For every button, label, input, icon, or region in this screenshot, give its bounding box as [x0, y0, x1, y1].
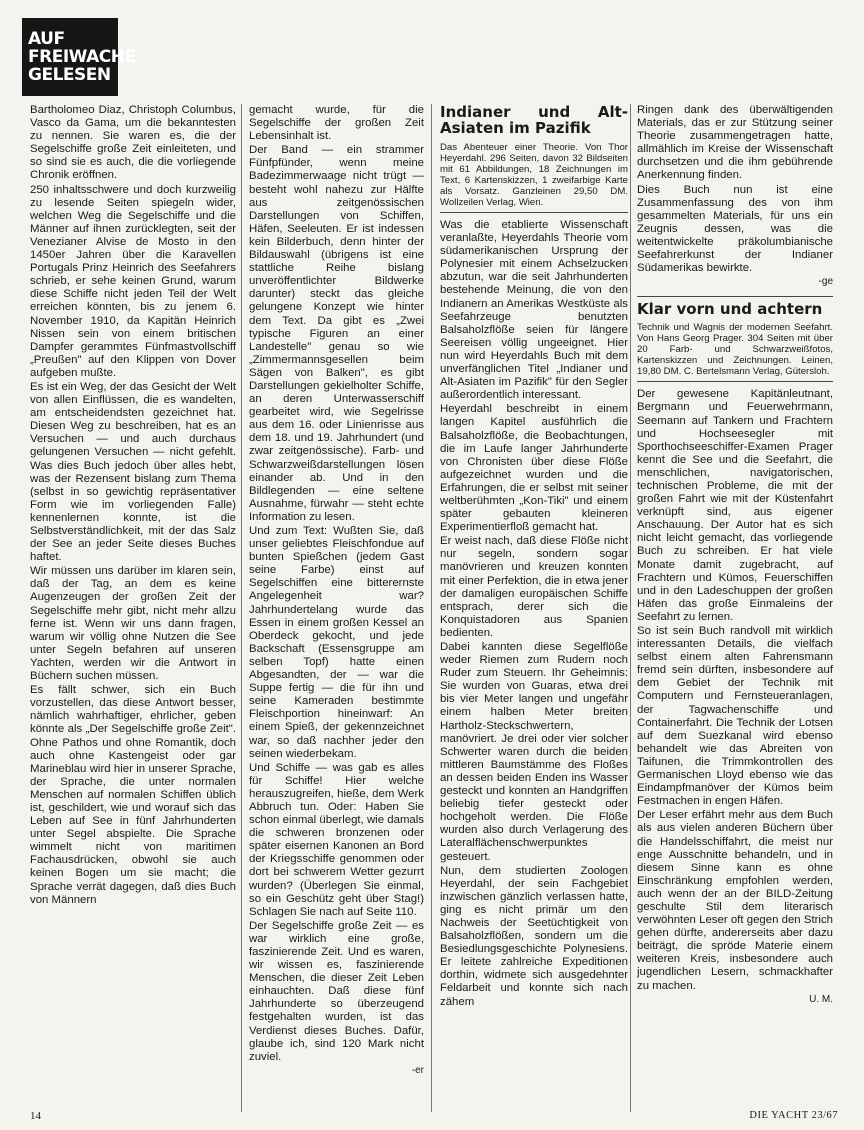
author-signature: U. M. — [809, 993, 833, 1005]
badge-line-2: FREIWACHE — [28, 47, 136, 67]
magazine-issue: DIE YACHT 23/67 — [749, 1110, 838, 1121]
paragraph: Ringen dank des überwältigenden Materials, das er zur Stützung seiner Theorie zusammengetragen hatte, allmählich im Kreise der Wissenschaft durchsetzen und die ihm gebührende Anerkennung finden. — [637, 104, 833, 182]
review-heading: Klar vorn und achtern — [637, 296, 833, 318]
page-number: 14 — [30, 1110, 41, 1122]
paragraph: 250 inhaltsschwere und doch kurzweilig zu lesende Seiten spiegeln wider, welchen Weg die Segelschiffe und die Männer auf ihnen zurücklegten, seit der Venezianer Alvise de Mosto in den 1450er Jahren über die Karavellen Portugals Prinz Heinrich des Seefahrers schrieb, er sehe keinen Grund, warum diese Schiffe nicht jeden Teil der Welt erreichen könnten, bis zu jenem 6. November 1910, da Kapitän Heinrich Nissen sein von einem britischen Dampfer gerammtes Fünfmastvollschiff „Preußen" auf den Klippen von Dover aufgeben mußte. — [30, 183, 236, 379]
paragraph: gemacht wurde, für die Segelschiffe der großen Zeit Lebensinhalt ist. — [249, 104, 424, 143]
paragraph: Und zum Text: Wußten Sie, daß unser geliebtes Fleischfondue auf bunten Spießchen (jedem Gast seine Farbe) einst auf Segelschiffen eine bitterernste Angelegenheit war? Jahrhundertelang wurde das Essen in einem großen Kessel an Oberdeck gekocht, und jede Backschaft (Essensgruppe am selben Topf) hatte einen Abgesandten, der — war die Suppe fertig — die für ihn und seine Kameraden bestimmte Fleischportion hineinwarf: An einem Spieß, der gekennzeichnet war, so daß nachher jeder den seinen wiederbekam. — [249, 525, 424, 760]
paragraph: Der Leser erfährt mehr aus dem Buch als aus vielen anderen Büchern über die Handelsschiffahrt, die meist nur enge Ausschnitte behandeln, und in diesem Sinne kann es ohne Einschränkung empfohlen werden, auch wenn der an der BILD-Zeitung geschulte Stil dem literarisch verwöhnten Leser oft gegen den Strich gehen dürfte, andererseits aber dazu beiträgt, die spröde Materie einem weiteren Kreis, insbesondere auch jugendlichen Lesern, schmackhafter zu machen. — [637, 809, 833, 992]
paragraph: Dabei kannten diese Segelflöße weder Riemen zum Rudern noch Ruder zum Steuern. Ihr Geheimnis: Sie wurden von Guaras, etwa drei bis vier Meter langen und ungefähr einem halben Meter breiten Hartholz-Steckschwertern, manövriert. Je drei oder vier solcher Schwerter waren durch die beiden mittleren Baumstämme des Floßes an dessen beiden Enden ins Wasser gesteckt und konnten an Handgriffen beliebig tiefer gesteckt oder hochgeholt werden. Die Flöße wurden also durch Verlagerung des Lateralflächenschwerpunktes gesteuert. — [440, 641, 628, 863]
paragraph: Heyerdahl beschreibt in einem langen Kapitel ausführlich die Balsaholzflöße, die Beobachtungen, die im Laufe langer Jahrhunderte von Chronisten über diese Flöße aufgezeichnet wurden und die Erfahrungen, die er selbst mit seiner weltberühmten „Kon-Tiki" und einem später gebauten kleineren Experimentierfloß gemacht hat. — [440, 403, 628, 534]
paragraph: Es ist ein Weg, der das Gesicht der Welt von allen Einflüssen, die es wandelten, am entscheidendsten gezeichnet hat. Diesen Weg zu beschreiben, hat es an Versuchen — und auch durchaus gelungenen Versuchen — nicht gefehlt. Was dies Buch jedoch über alles hebt, was der Rezensent bislang zum Thema (selbst in so gewichtig repräsentativer Form wie im vorliegenden Falle) kennenlernen konnte, ist die Selbstverständlichkeit, mit der das Salz der See an jeder Seite dieses Buches haftet. — [30, 380, 236, 564]
author-signature: -er — [411, 1064, 424, 1076]
paragraph: Nun, dem studierten Zoologen Heyerdahl, der sein Fachgebiet inzwischen gänzlich verlassen hatte, ging es nicht primär um den Nachweis der Seetüchtigkeit von Balsaholzflößen, sondern um die Besiedlungsgeschichte Polynesiens. Er leitete zahlreiche Expeditionen dorthin, widmete sich ausgedehnter Feldarbeit und konnte sich nach zähem — [440, 864, 628, 1008]
author-signature: -ge — [818, 276, 833, 288]
column-rule — [431, 104, 432, 1112]
review-heading: Indianer und Alt-Asiaten im Pazifik — [440, 104, 628, 137]
paragraph: Dies Buch nun ist eine Zusammenfassung des von ihm gesammelten Materials, für uns ein Zeugnis dessen, was die weitentwickelte präkolumbianische Seefahrerkunst der Indianer Südamerikas bewirkte. — [637, 183, 833, 275]
badge-line-3: GELESEN — [28, 65, 111, 85]
column-3 — [440, 104, 628, 1009]
paragraph: Wir müssen uns darüber im klaren sein, daß der Tag, an dem es keine Augenzeugen der großen Zeit der Segelschiffe mehr gibt, nicht mehr allzu ferne ist. Wenn wir uns dann fragen, warum wir völlig ohne Nutzen die See unter Segeln befahren auf unseren Yachten, werden wir die Antwort in Büchern suchen müssen. — [30, 565, 236, 683]
column-rule — [241, 104, 242, 1112]
section-badge — [22, 18, 136, 96]
column-rule — [630, 104, 631, 1112]
paragraph: Was die etablierte Wissenschaft veranlaßte, Heyerdahls Theorie vom südamerikanischen Ursprung der Polynesier mit einem Achselzucken abzutun, war die seit Jahrhunderten bestehende Meinung, die von den Indianern an Amerikas Westküste als Seefahrzeuge benutzten Balsaholzflöße seien für längere Seereisen völlig ungeeignet. Hier nun wird Heyerdahls Buch mit dem unverfänglichen Titel „Indianer und Alt-Asiaten im Pazifik" für den Segler außerordentlich interessant. — [440, 219, 628, 402]
paragraph: Und Schiffe — was gab es alles für Schiffe! Hier welche herauszugreifen, hieße, dem Werk Abbruch tun. Oder: Haben Sie schon einmal überlegt, wie damals die schweren bronzenen oder später eisernen Kanonen an Bord der Kriegsschiffe genommen oder dort bei schwerem Wetter gezurrt wurden? (Überlegen Sie einmal, so ein Geschütz geht über Stag!) Schlagen Sie nach auf Seite 110. — [249, 761, 424, 918]
paragraph: Es fällt schwer, sich ein Buch vorzustellen, das diese Antwort besser, nämlich wahrhaftiger, ehrlicher, geben könnte als „Der Segelschiffe große Zeit". Ohne Pathos und ohne Romantik, doch auch ohne Kastengeist oder gar Marineblau wird hier in unserer Sprache, der Sprache, die unter normalen Menschen auf normalen Schiffen üblich ist, geschildert, wie und worauf sich das Leben auf See in fünf Jahrhunderten unter Segel abspielte. Die Sprache wimmelt nicht von maritimen Fachausdrücken, obwohl sie auch keinen Bogen um sie macht; die Sprache verrät dagegen, daß dies Buch von Männern — [30, 684, 236, 906]
badge-line-1: AUF — [28, 29, 65, 49]
book-details: Technik und Wagnis der modernen Seefahrt. Von Hans Georg Prager. 304 Seiten mit über 20 Farb- und Schwarzweißfotos, Kartenskizzen und Zeichnungen. Leinen, 19,80 DM. C. Bertelsmann Verlag, Gütersloh. — [637, 322, 833, 382]
paragraph: Bartholomeo Diaz, Christoph Columbus, Vasco da Gama, um die bekanntesten zu nennen. Sie waren es, die der Segelschiffe große Zeit einleiteten, und so sind sie es auch, die die vorliegende Chronik eröffnen. — [30, 104, 236, 182]
book-details: Das Abenteuer einer Theorie. Von Thor Heyerdahl. 296 Seiten, davon 32 Bildseiten mit 61 Abbildungen, 18 Zeichnungen im Text, 6 Kartenskizzen, 1 zweifarbige Karte als Vorsatz. Ganzleinen 29,50 DM. Wollzeilen Verlag, Wien. — [440, 142, 628, 213]
paragraph: Der Segelschiffe große Zeit — es war wirklich eine große, faszinierende Zeit. Und es waren, wir wissen es, faszinierende Menschen, die dieser Zeit Leben einhauchten. Daß diese fünf Jahrhunderte so überzeugend festgehalten wurden, ist das Verdienst dieses Buches. Dafür, glaube ich, sind 120 Mark nicht zuviel. — [249, 919, 424, 1063]
paragraph: Er weist nach, daß diese Flöße nicht nur segeln, sondern sogar manövrieren und kreuzen konnten mit einer Perfektion, die in etwa jener der damaligen europäischen Schiffe entsprach, derer sich die Konquistadoren aus Spanien bedienten. — [440, 535, 628, 639]
column-4 — [637, 104, 833, 1006]
column-1 — [30, 104, 236, 907]
paragraph: Der gewesene Kapitänleutnant, Bergmann und Feuerwehrmann, Seemann auf Tankern und Frachtern und Hochseesegler mit Sporthochseeschiffer-Examen Prager kennt die See und die Seefahrt, die menschlichen, navigatorischen, technischen Probleme, die mit der großen Fahrt wie mit der Küstenfahrt verknüpft sind, aus eigener Anschauung. Der Autor hat es sich nicht leicht gemacht, das vorliegende Buch zu schreiben. Er hat viele Monate damit zugebracht, auf Frachtern und Kümos, Feuerschiffen und in den Ladeschuppen der großen Häfen das große Einmaleins der Seefahrt zu lernen. — [637, 388, 833, 623]
paragraph: Der Band — ein strammer Fünfpfünder, wenn meine Badezimmerwaage nicht trügt — besteht wohl nahezu zur Hälfte aus zeitgenössischen Darstellungen von Schiffen, Häfen, Seeleuten. Er ist indessen kein Bilderbuch, denn hinter der Bildauswahl (übrigens ist eine stattliche Reihe bislang unveröffentlichter Bildwerke darunter) steckt das gleiche gelungene Konzept wie hinter dem Text. Da gibt es „Zwei typische Figuren an einer Landestelle" genau so wie „Zimmermannsgesellen beim Sägen von Balken", es gibt Darstellungen gekielholter Schiffe, an deren Unterwasserschiff gearbeitet wird, wie Segelrisse aus dem 16. oder Linienrisse aus dem 18. und 19. Jahrhundert (und zwar zeitgenössische). Farb- und Schwarzweißdarstellungen lösen einander ab. Und in den Bildlegenden — eine seltene Ausnahme, fürwahr — steht echte Information zu lesen. — [249, 144, 424, 523]
paragraph: So ist sein Buch randvoll mit wirklich interessanten Details, die vielfach selbst einem alten Fahrensmann fremd sein dürften, insbesondere auf dem Gebiet der Technik mit Computern und Fernsteueranlagen, der Tagwachenschiffe und Containerfahrt. Die Technik der Lotsen auf dem Suezkanal wird ebenso behandelt wie das Abreiten von Taifunen, die Trimmkontrollen des Germanischen Lloyd ebenso wie das Eindampfmanöver der Kümos beim Festmachen in engen Häfen. — [637, 625, 833, 808]
column-2 — [249, 104, 424, 1077]
